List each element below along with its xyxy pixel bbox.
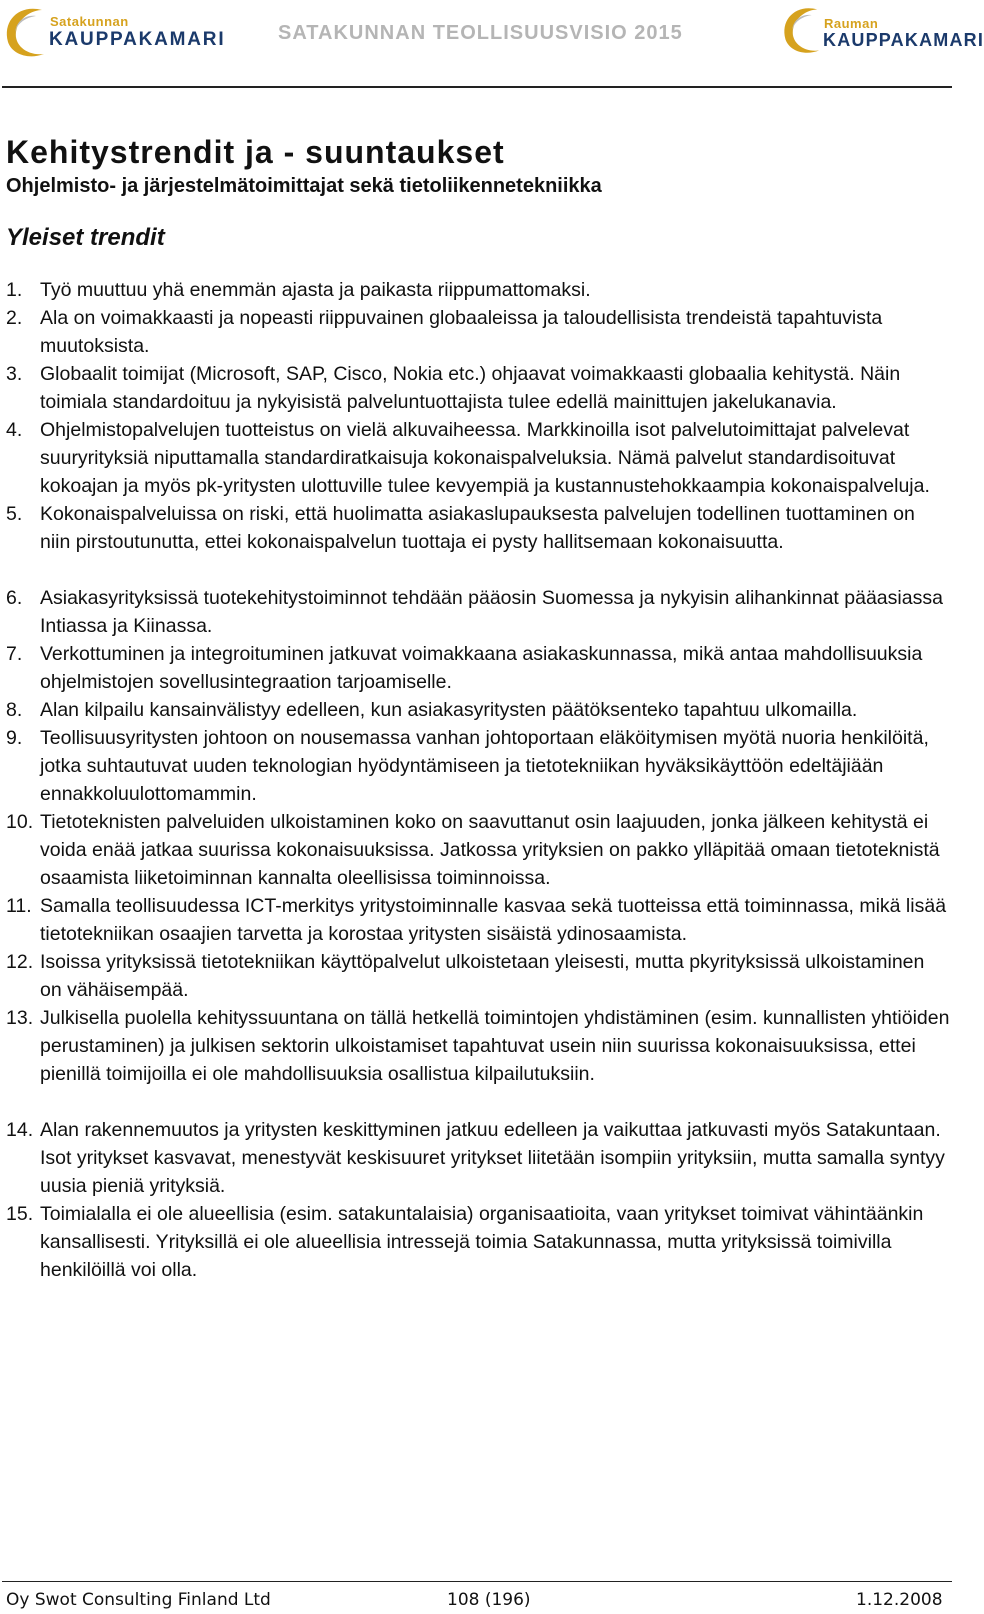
item-number: 3.: [6, 363, 23, 385]
list-item: [6, 640, 950, 696]
item-text: Samalla teollisuudessa ICT-merkitys yritystoiminnalle kasvaa sekä tuotteissa että toiminnassa, mikä lisää tietotekniikan osaajien tarvetta ja korostaa yritysten sisäistä ydinosaamista.: [40, 895, 947, 945]
item-text: Työ muuttuu yhä enemmän ajasta ja paikasta riippumattomaksi.: [40, 279, 591, 301]
item-number: 14.: [6, 1119, 34, 1141]
item-number: 7.: [6, 643, 23, 665]
list-item: [6, 948, 950, 1004]
document-title: Kehitystrendit ja - suuntaukset: [6, 134, 505, 170]
trend-list: [6, 276, 950, 1284]
item-text: Asiakasyrityksissä tuotekehitystoiminnot tehdään pääosin Suomessa ja nykyisin alihankinnat pääasiassa Intiassa ja Kiinassa.: [40, 587, 943, 637]
list-item: [6, 416, 950, 500]
section-heading: Yleiset trendit: [6, 224, 165, 251]
footer-divider: [2, 1581, 952, 1582]
logo-right-line1: Rauman: [824, 16, 879, 31]
list-item: [6, 696, 950, 724]
item-number: 8.: [6, 699, 23, 721]
page-header: [0, 0, 984, 90]
item-text: Toimialalla ei ole alueellisia (esim. satakuntalaisia) organisaatioita, vaan yritykset toimivat vähintäänkin kansallisesti. Yrityksillä ei ole alueellisia intressejä toimia Satakunnassa, mutta yrityksissä toimivilla henkilöillä voi olla.: [40, 1203, 924, 1281]
list-item: [6, 276, 950, 304]
list-item: [6, 724, 950, 808]
header-title: SATAKUNNAN TEOLLISUUSVISIO 2015: [278, 22, 683, 44]
item-text: Kokonaispalveluissa on riski, että huolimatta asiakaslupauksesta palvelujen todellinen tuottaminen on niin pirstoutunutta, ettei kokonaispalvelun tuottaja ei pysty hallitsemaan kokonaisuutta.: [40, 503, 915, 553]
item-number: 13.: [6, 1007, 34, 1029]
logo-left-line1: Satakunnan: [50, 14, 129, 29]
item-text: Julkisella puolella kehityssuuntana on tällä hetkellä toimintojen yhdistäminen (esim. kunnallisten yhtiöiden perustaminen) ja julkisen sektorin ulkoistamiset tapahtuvat usein niin suurissa kokonaisuuksissa, ettei pienillä toimijoilla ei ole mahdollisuuksia osallistua kilpailutuksiin.: [40, 1007, 950, 1085]
rauman-kauppakamari-logo: [778, 2, 984, 62]
logo-right-line2: KAUPPAKAMARI: [823, 30, 984, 50]
item-number: 5.: [6, 503, 23, 525]
satakunnan-kauppakamari-logo: [0, 2, 226, 62]
item-text: Verkottuminen ja integroituminen jatkuvat voimakkaana asiakaskunnassa, mikä antaa mahdollisuuksia ohjelmistojen sovellusintegraation tarjoamiselle.: [40, 643, 923, 693]
item-number: 6.: [6, 587, 23, 609]
list-item: [6, 892, 950, 948]
document-body: [6, 132, 950, 1284]
item-text: Teollisuusyritysten johtoon on nousemassa vanhan johtoportaan eläköitymisen myötä nuoria henkilöitä, jotka suhtautuvat uuden teknologian hyödyntämiseen ja tietotekniikan hyväksikäyttöön edeltäjiään ennakkoluulottomammin.: [40, 727, 929, 805]
item-number: 9.: [6, 727, 23, 749]
list-item: [6, 1200, 950, 1284]
logo-left-line2: KAUPPAKAMARI: [49, 29, 226, 50]
footer-page-number: 108 (196): [447, 1590, 531, 1610]
item-text: Ala on voimakkaasti ja nopeasti riippuvainen globaaleissa ja taloudellisista trendeistä tapahtuvista muutoksista.: [40, 307, 883, 357]
document-subtitle: Ohjelmisto- ja järjestelmätoimittajat sekä tietoliikennetekniikka: [6, 175, 602, 197]
footer-date: 1.12.2008: [856, 1590, 943, 1610]
item-number: 4.: [6, 419, 23, 441]
item-number: 15.: [6, 1203, 34, 1225]
item-text: Alan kilpailu kansainvälistyy edelleen, kun asiakasyritysten päätöksenteko tapahtuu ulkomailla.: [40, 699, 858, 721]
list-item: [6, 500, 950, 556]
list-item: [6, 808, 950, 892]
header-divider: [2, 86, 952, 88]
item-text: Ohjelmistopalvelujen tuotteistus on vielä alkuvaiheessa. Markkinoilla isot palvelutoimittajat palvelevat suuryrityksiä niputtamalla standardiratkaisuja kokonaispalveluksia. Nämä palvelut standardisoituvat kokoajan ja myös pk-yritysten ulottuville tulee kevyempiä ja kustannustehokkaampia kokonaispalveluja.: [40, 419, 930, 497]
item-text: Globaalit toimijat (Microsoft, SAP, Cisco, Nokia etc.) ohjaavat voimakkaasti globaalia kehitystä. Näin toimiala standardoituu ja nykyisistä palveluntuottajista tulee edellä mainittujen jakelukanavia.: [40, 363, 901, 413]
list-item: [6, 1004, 950, 1088]
footer-company: Oy Swot Consulting Finland Ltd: [6, 1590, 271, 1610]
list-item: [6, 584, 950, 640]
item-text: Alan rakennemuutos ja yritysten keskittyminen jatkuu edelleen ja vaikuttaa jatkuvasti myös Satakuntaan. Isot yritykset kasvavat, menestyvät keskisuuret yritykset liitetään isompiin yrityksiin, mutta samalla syntyy uusia pieniä yrityksiä.: [40, 1119, 945, 1197]
item-number: 2.: [6, 307, 23, 329]
item-number: 1.: [6, 279, 23, 301]
list-item: [6, 360, 950, 416]
item-text: Tietoteknisten palveluiden ulkoistaminen koko on saavuttanut osin laajuuden, jonka jälkeen kehitystä ei voida enää jatkaa suurissa kokonaisuuksissa. Jatkossa yrityksien on pakko ylläpitää omaan tietoteknistä osaamista liiketoiminnan kannalta oleellisissa toiminnoissa.: [40, 811, 940, 889]
item-number: 12.: [6, 951, 34, 973]
item-number: 11.: [6, 895, 32, 917]
item-number: 10.: [6, 811, 34, 833]
item-text: Isoissa yrityksissä tietotekniikan käyttöpalvelut ulkoistetaan yleisesti, mutta pkyrityksissä ulkoistaminen on vähäisempää.: [40, 951, 925, 1001]
list-item: [6, 1116, 950, 1200]
list-item: [6, 304, 950, 360]
